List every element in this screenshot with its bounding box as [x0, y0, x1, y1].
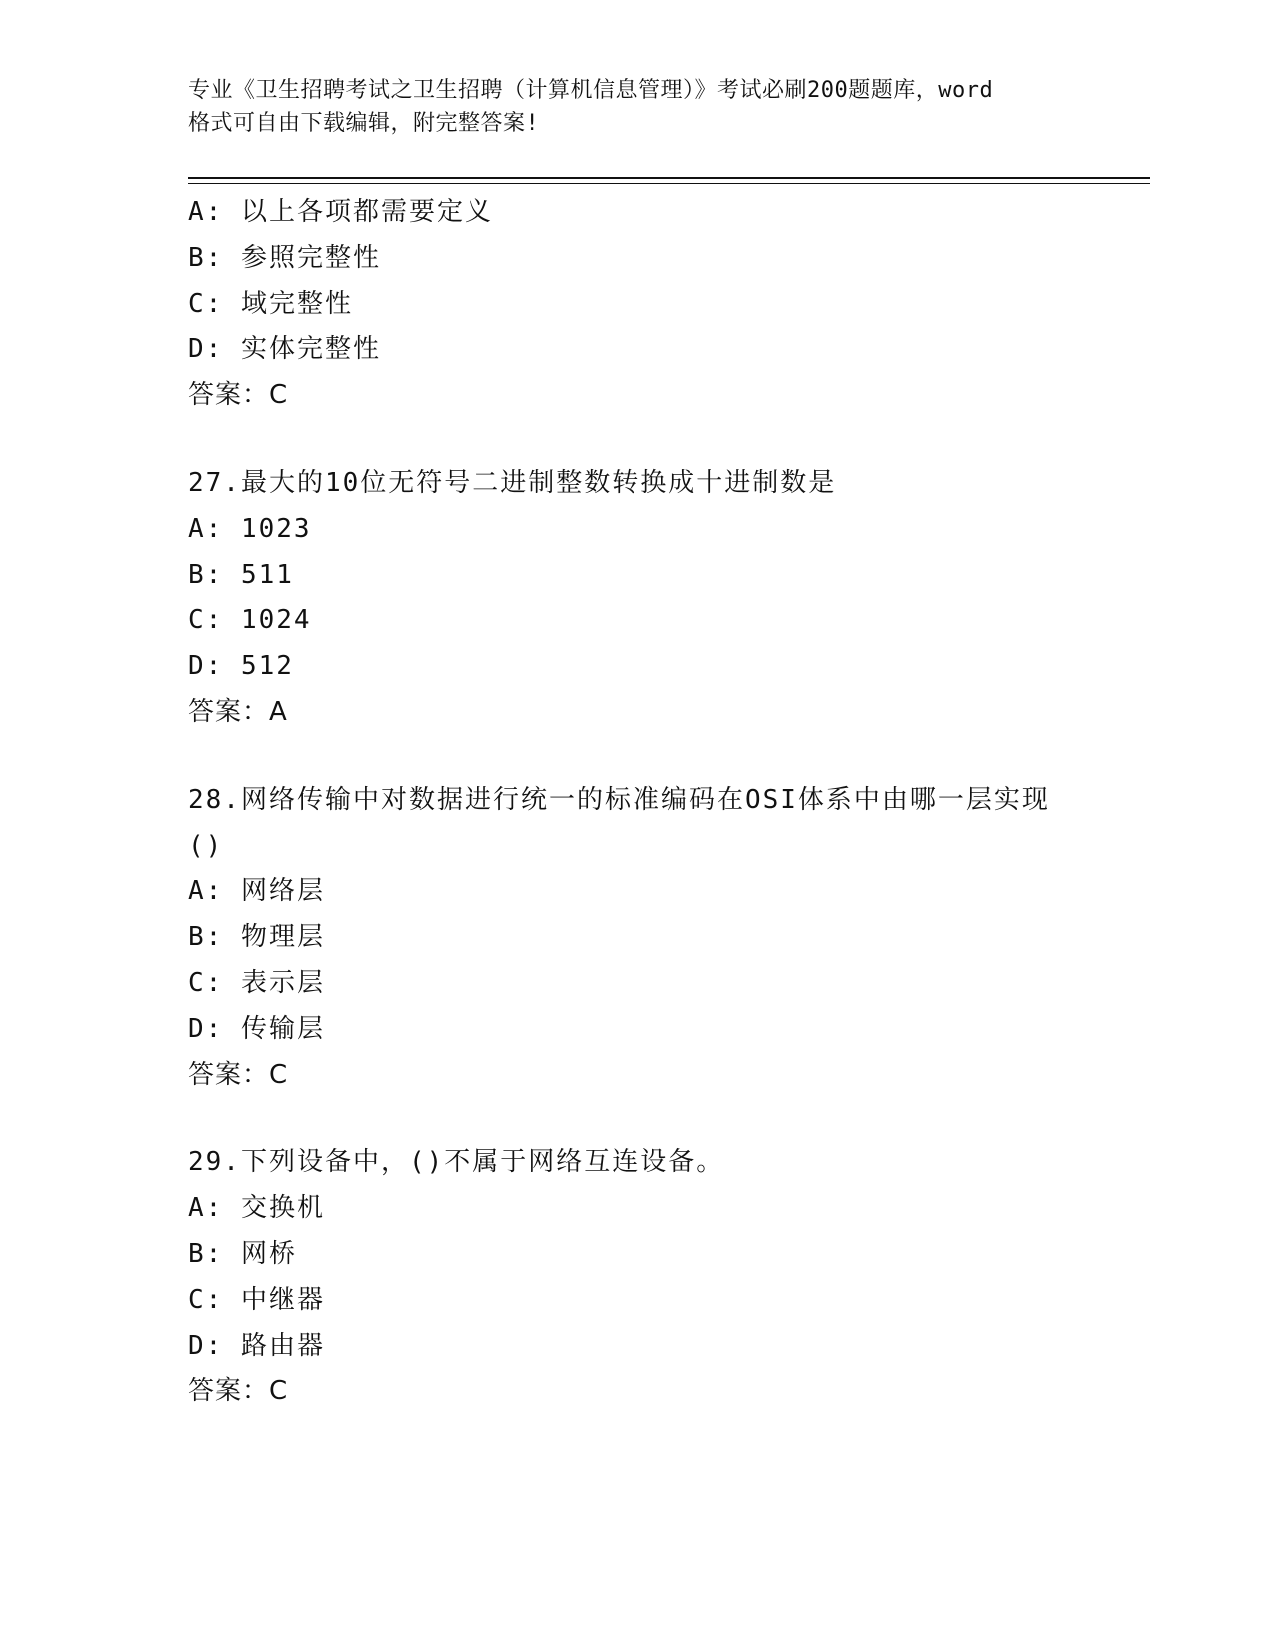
option-c: C: 域完整性: [188, 288, 353, 319]
header-rule-thin: [188, 183, 1150, 184]
answer-line: 答案：A: [188, 696, 288, 727]
option-c: C: 表示层: [188, 967, 325, 998]
option-a: A: 交换机: [188, 1193, 325, 1224]
header-title-line-1: 专业《卫生招聘考试之卫生招聘（计算机信息管理）》考试必刷200题题库，word: [188, 78, 994, 103]
question-block-29: [188, 1140, 1148, 1415]
option-b: B: 网桥: [188, 1238, 297, 1269]
question-stem: 29.下列设备中，()不属于网络互连设备。: [188, 1147, 725, 1178]
option-a: A: 以上各项都需要定义: [188, 197, 493, 227]
option-b: B: 物理层: [188, 922, 325, 953]
option-a: A: 网络层: [188, 876, 325, 907]
option-b: B: 511: [188, 559, 294, 590]
option-d: D: 传输层: [188, 1013, 325, 1044]
question-block-27: [188, 461, 1148, 736]
answer-line: 答案：C: [188, 1059, 289, 1090]
header-rule-thick: [188, 177, 1150, 179]
option-a: A: 1023: [188, 513, 312, 544]
option-c: C: 1024: [188, 605, 312, 636]
question-block-28: [188, 778, 1148, 1099]
question-block-26: [188, 190, 1148, 419]
question-list: [188, 190, 1148, 1457]
answer-line: 答案：C: [188, 380, 289, 411]
question-stem: 27.最大的10位无符号二进制整数转换成十进制数是: [188, 467, 837, 498]
option-d: D: 路由器: [188, 1330, 325, 1361]
question-stem: 28.网络传输中对数据进行统一的标准编码在OSI体系中由哪一层实现(): [188, 784, 1050, 861]
option-b: B: 参照完整性: [188, 242, 381, 273]
option-d: D: 实体完整性: [188, 334, 381, 365]
option-d: D: 512: [188, 651, 294, 682]
header-title-line-2: 格式可自由下载编辑，附完整答案!: [188, 111, 540, 136]
answer-line: 答案：C: [188, 1376, 289, 1407]
document-header: [188, 74, 1088, 140]
option-c: C: 中继器: [188, 1284, 325, 1315]
